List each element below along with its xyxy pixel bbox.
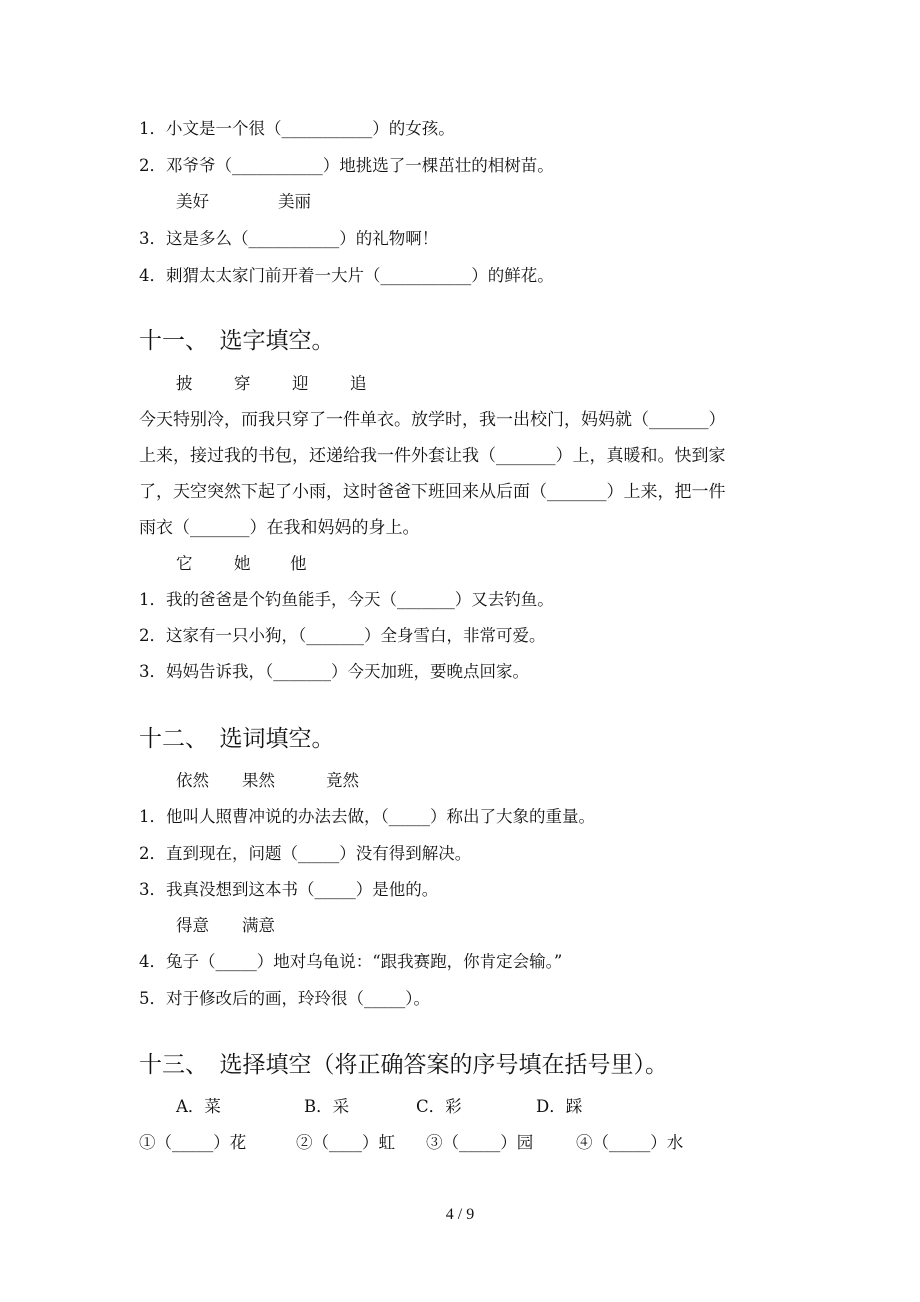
char-option: 它: [176, 554, 193, 573]
blank-item: ④（_____）水: [576, 1133, 684, 1152]
choice-option: B．采: [304, 1097, 350, 1116]
char-option: 他: [290, 554, 307, 573]
word-option: 满意: [242, 916, 275, 935]
question-line: 4．刺猬太太家门前开着一大片（___________）的鲜花。: [139, 266, 554, 285]
choice-options: [176, 1097, 582, 1117]
char-option: 披: [176, 374, 193, 393]
section-title: 十二、 选词填空。: [139, 726, 335, 752]
section-title: 十三、 选择填空（将正确答案的序号填在括号里）。: [139, 1052, 668, 1078]
section-title: 十一、 选字填空。: [139, 328, 335, 354]
word-option: 得意: [176, 916, 209, 935]
char-options: [176, 554, 307, 574]
blank-item: ②（____）虹: [296, 1133, 395, 1152]
char-option: 穿: [234, 374, 251, 393]
char-option: 迎: [292, 374, 309, 393]
passage-line: 今天特别冷，而我只穿了一件单衣。放学时，我一出校门，妈妈就（_______）: [139, 410, 726, 430]
char-option: 追: [350, 374, 367, 393]
question-line: 1．小文是一个很（___________）的女孩。: [139, 119, 455, 138]
choice-option: A．菜: [176, 1097, 221, 1116]
word-option: 竟然: [326, 771, 359, 790]
word-options: [176, 916, 275, 936]
passage-line: 上来，接过我的书包，还递给我一件外套让我（_______）上，真暖和。快到家: [139, 446, 726, 466]
passage-line: 雨衣（_______）在我和妈妈的身上。: [139, 518, 420, 538]
word-options: [176, 192, 311, 212]
word-option: 果然: [242, 771, 275, 790]
question-line: 3．我真没想到这本书（_____）是他的。: [139, 880, 439, 899]
blank-row: [139, 1133, 683, 1153]
question-line: 2．邓爷爷（___________）地挑选了一棵茁壮的相树苗。: [139, 156, 554, 175]
choice-option: D．踩: [536, 1097, 583, 1116]
question-line: 4．兔子（_____）地对乌龟说：“跟我赛跑，你肯定会输。”: [139, 952, 563, 971]
passage: [139, 402, 784, 546]
word-option: 美丽: [278, 192, 311, 211]
question-line: 3．这是多么（___________）的礼物啊！: [139, 229, 439, 248]
choice-option: C．彩: [416, 1097, 462, 1116]
blank-item: ③（_____）园: [426, 1133, 534, 1152]
passage-line: 了，天空突然下起了小雨，这时爸爸下班回来从后面（_______）上来，把一件: [139, 482, 726, 502]
page-number: 4 / 9: [445, 1206, 475, 1223]
blank-item: ①（_____）花: [139, 1133, 247, 1152]
char-options: [176, 374, 367, 394]
word-option: 美好: [176, 192, 209, 211]
question-line: 1．他叫人照曹冲说的办法去做，（_____）称出了大象的重量。: [139, 807, 595, 826]
char-option: 她: [234, 554, 251, 573]
question-line: 1．我的爸爸是个钓鱼能手，今天（_______）又去钓鱼。: [139, 590, 554, 609]
question-line: 2．这家有一只小狗，（_______）全身雪白，非常可爱。: [139, 626, 546, 645]
question-line: 3．妈妈告诉我，（_______）今天加班，要晚点回家。: [139, 662, 529, 681]
word-option: 依然: [176, 771, 209, 790]
question-line: 2．直到现在，问题（_____）没有得到解决。: [139, 844, 472, 863]
word-options: [176, 771, 359, 791]
question-line: 5．对于修改后的画，玲玲很（_____）。: [139, 989, 430, 1008]
